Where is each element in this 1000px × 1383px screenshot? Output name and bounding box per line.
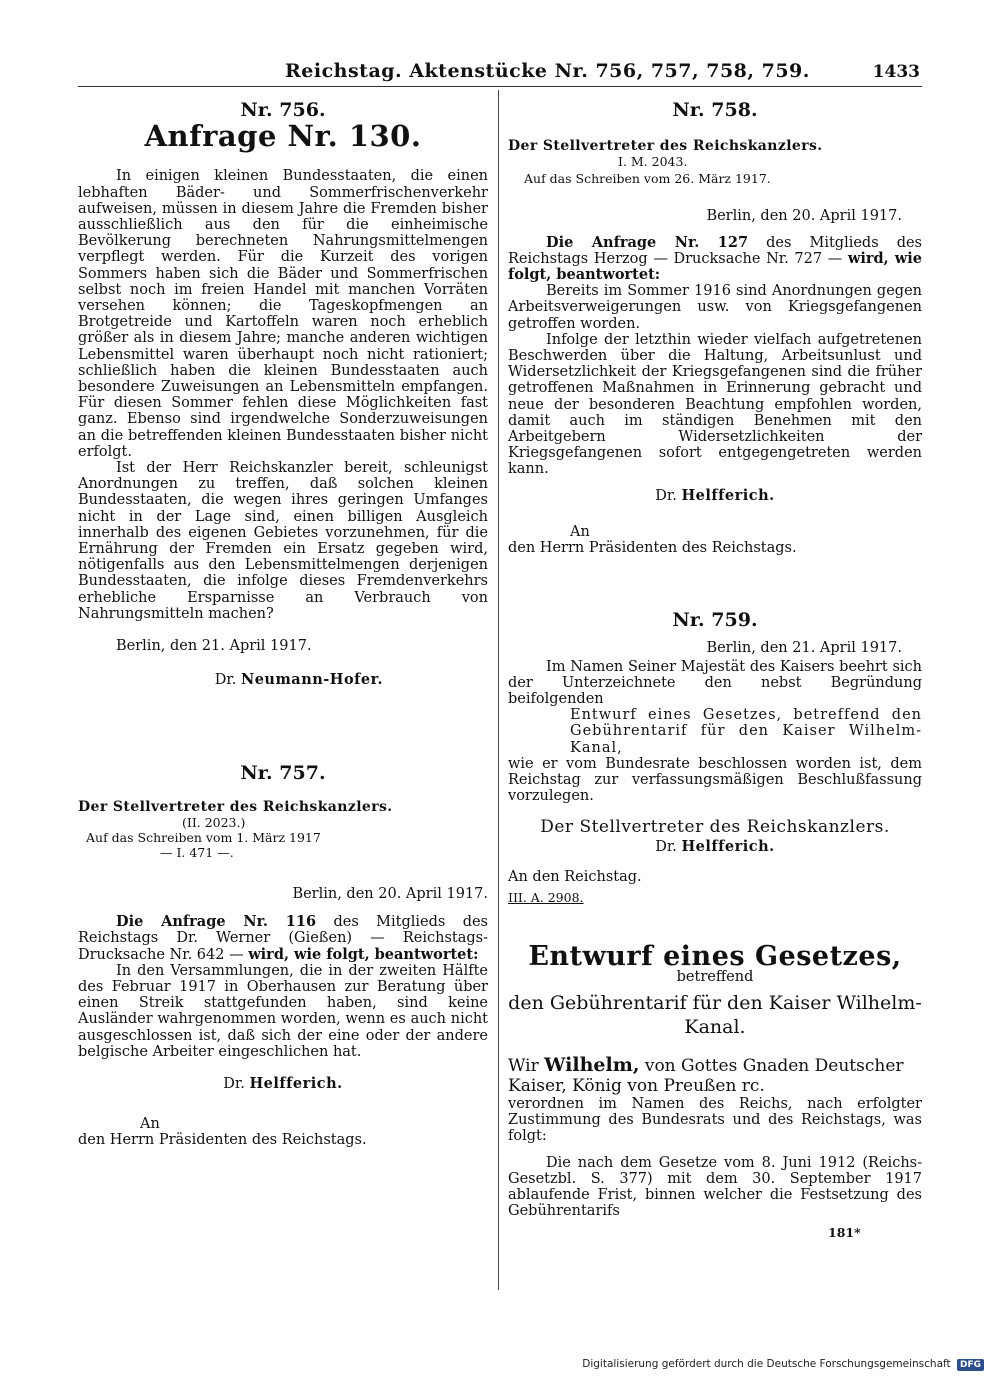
signature-name: Helfferich. — [681, 486, 775, 504]
reference-759: III. A. 2908. — [508, 889, 584, 905]
doc-number-757: Nr. 757. — [240, 761, 326, 784]
reference-758-1: I. M. 2043. — [618, 154, 688, 170]
draft-law — [508, 940, 922, 1241]
draft-betreffend: betreffend — [676, 968, 754, 985]
inquiry-title-130: Anfrage Nr. 130. — [144, 119, 422, 154]
lead-bold-2: wird, wie folgt, beantwortet: — [248, 945, 479, 963]
signature-758 — [508, 488, 922, 504]
signature-name: Neumann-Hofer. — [240, 671, 383, 689]
header-rule — [78, 86, 922, 87]
footer-text: Digitalisierung gefördert durch die Deutsche Forschungsgemeinschaft — [582, 1358, 951, 1370]
document-756 — [78, 99, 488, 689]
doc-number-758: Nr. 758. — [672, 99, 758, 121]
issuer-758: Der Stellvertreter des Reichskanzlers. — [508, 138, 823, 155]
signature-756 — [78, 672, 383, 688]
page-number: 1433 — [872, 62, 920, 82]
lead-bold-2: wird, wie folgt, beantwortet: — [508, 249, 922, 284]
formula-rest: von Gottes Gnaden Deutscher Kaiser, König von Preußen rc. — [508, 1056, 904, 1097]
outro-759: wie er vom Bundesrate beschlossen worden ist, dem Reichstag zur verfassungsmäßigen Beschlußfassung vorzulegen. — [508, 755, 922, 805]
digitization-footer — [582, 1358, 984, 1371]
signature-prefix: Dr. — [214, 672, 237, 689]
issuer-757: Der Stellvertreter des Reichskanzlers. — [78, 798, 393, 815]
document-758 — [508, 99, 922, 557]
doc-number-756: Nr. 756. — [240, 99, 326, 121]
signature-prefix: Dr. — [223, 1075, 245, 1092]
dfg-logo: DFG — [957, 1359, 984, 1371]
right-column — [508, 100, 922, 1240]
bill-title-759: Entwurf eines Gesetzes, betreffend den Gebührentarif für den Kaiser Wilhelm-Kanal, — [570, 707, 922, 756]
issuer-759: Der Stellvertreter des Reichskanzlers. — [540, 816, 890, 837]
lead-rest: des Mitglieds des Reichstags Herzog — Drucksache Nr. 727 — — [508, 234, 922, 267]
signature-757 — [78, 1076, 488, 1092]
enacting-formula — [508, 1055, 922, 1096]
lead-758 — [508, 235, 922, 284]
paragraph-756-1: In einigen kleinen Bundesstaaten, die einen lebhaften Bäder- und Sommerfrischenverkehr aufweisen, müssen in diesem Jahre die Fremden bisher ausschließlich aus den für die einheimische Bevölkerung berechneten Nahrungsmittelmengen verpflegt werden. Für die Kurzeit des vorigen Sommers haben sich die Bäder und Sommerfrischen selbst noch im freien Handel mit manchen Vorräten versehen können; die Tageskopfmengen an Brotgetreide und Kartoffeln waren noch erheblich größer als in diesem Jahre; manche anderen wichtigen Lebensmittel waren überhaupt noch nicht rationiert; schließlich haben die kleinen Bundesstaaten auch besondere Zuweisungen an Lebensmitteln empfangen. Für diesen Sommer fehlen diese Möglichkeiten fast ganz. Ebenso sind irgendwelche Sonderzuweisungen an die betreffenden kleinen Bundesstaaten bisher nicht erfolgt. — [78, 168, 488, 460]
lead-757 — [78, 914, 488, 963]
addressee-759: An den Reichstag. — [508, 869, 642, 886]
lead-bold: Die Anfrage Nr. 116 — [116, 913, 317, 931]
place-date-759: Berlin, den 21. April 1917. — [706, 640, 902, 657]
reference-758-2: Auf das Schreiben vom 26. März 1917. — [524, 171, 771, 187]
document-759 — [508, 609, 922, 905]
signature-prefix: Dr. — [655, 487, 677, 504]
column-divider — [498, 90, 499, 1290]
wir: Wir — [508, 1056, 539, 1077]
reference-757-1: (II. 2023.) — [182, 814, 246, 830]
place-date-758: Berlin, den 20. April 1917. — [706, 208, 902, 225]
running-title: Reichstag. Aktenstücke Nr. 756, 757, 758, 759. — [285, 60, 810, 82]
addressee-758-2: den Herrn Präsidenten des Reichstags. — [508, 540, 797, 557]
draft-subject: den Gebührentarif für den Kaiser Wilhelm-Kanal. — [508, 992, 922, 1039]
addressee-757-1: An — [140, 1116, 160, 1133]
intro-759: Im Namen Seiner Majestät des Kaisers beehrt sich der Unterzeichnete den nebst Begründung beifolgenden — [508, 658, 922, 708]
running-head — [280, 60, 920, 86]
document-757 — [78, 761, 488, 1149]
lead-bold: Die Anfrage Nr. 127 — [546, 233, 749, 251]
signature-name: Helfferich. — [249, 1074, 343, 1092]
paragraph-758-1: Bereits im Sommer 1916 sind Anordnungen gegen Arbeitsverweigerungen usw. von Kriegsgefangenen getroffen worden. — [508, 283, 922, 332]
paragraph-757: In den Versammlungen, die in der zweiten Hälfte des Februar 1917 in Oberhausen zur Beratung über einen Streik stattgefunden haben, sind keine Ausländer wahrgenommen worden, wenn es auch nicht ausgeschlossen ist, daß sich der eine oder der andere belgische Arbeiter eingeschlichen hat. — [78, 962, 488, 1060]
draft-paragraph: Die nach dem Gesetze vom 8. Juni 1912 (Reichs-Gesetzbl. S. 377) mit dem 30. September 1917 ablaufende Frist, binnen welcher die Festsetzung des Gebührentarifs — [508, 1154, 922, 1220]
place-date-756: Berlin, den 21. April 1917. — [116, 638, 312, 655]
addressee-758-1: An — [570, 523, 590, 540]
paragraph-756-2: Ist der Herr Reichskanzler bereit, schleunigst Anordnungen zu treffen, daß solchen kleinen Bundesstaaten, die wegen ihres geringen Umfanges nicht in der Lage sind, einen billigen Ausgleich innerhalb des eigenen Gebietes vorzunehmen, für die Ernährung der Fremden ein Ersatz gegeben wird, nötigenfalls aus den Lebensmittelmengen derjenigen Bundesstaaten, die infolge dieses Fremdenverkehrs erhebliche Ersparnisse an Verbrauch von Nahrungsmitteln machen? — [78, 460, 488, 622]
reference-757-3: — I. 471 —. — [160, 844, 234, 860]
verordnen: verordnen im Namen des Reichs, nach erfolgter Zustimmung des Bundesrats und des Reichstags, was folgt: — [508, 1096, 922, 1145]
paragraph-758-2: Infolge der letzthin wieder vielfach aufgetretenen Beschwerden über die Haltung, Arbeitsunlust und Widersetzlichkeit der Kriegsgefangenen sind die früher getroffenen Maßnahmen in Erinnerung gebracht und neue der besonderen Beachtung empfohlen worden, damit auch im ständigen Benehmen mit den Arbeitgebern Widersetzlichkeiten der Kriegsgefangenen sofort entgegengetreten werden kann. — [508, 331, 922, 478]
signature-name: Helfferich. — [681, 837, 775, 855]
place-date-757: Berlin, den 20. April 1917. — [292, 885, 488, 902]
draft-title: Entwurf eines Gesetzes, — [528, 940, 902, 972]
left-column — [78, 100, 488, 1149]
reference-757-2: Auf das Schreiben vom 1. März 1917 — [86, 829, 321, 845]
emperor-name: Wilhelm, — [544, 1054, 640, 1077]
lead-rest: des Mitglieds des Reichstags Dr. Werner (Gießen) — Reichstags-Drucksache Nr. 642 — — [78, 914, 488, 963]
doc-number-759: Nr. 759. — [672, 609, 758, 632]
sheet-mark: 181* — [828, 1225, 861, 1241]
signature-prefix: Dr. — [655, 838, 677, 855]
addressee-757-2: den Herrn Präsidenten des Reichstags. — [78, 1132, 367, 1149]
signature-759 — [508, 839, 922, 855]
